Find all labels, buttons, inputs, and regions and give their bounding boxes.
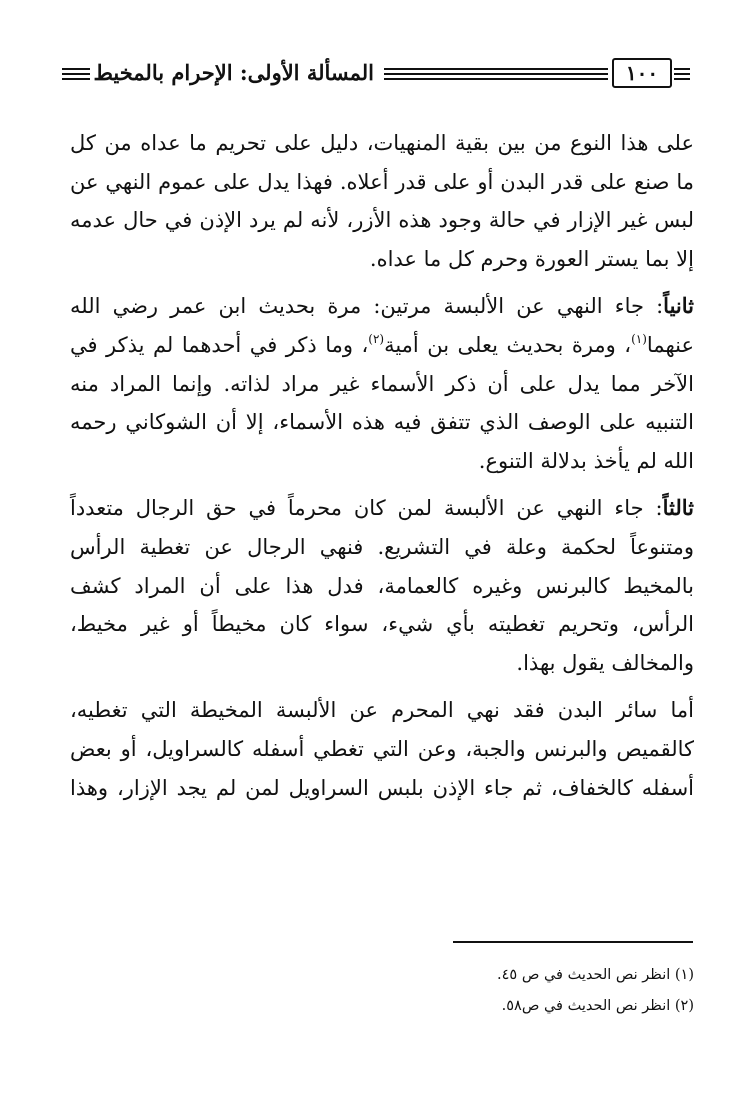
footnote: (١) انظر نص الحديث في ص ٤٥.: [497, 967, 694, 983]
running-header: [62, 58, 690, 90]
paragraph-text: على هذا النوع من بين بقية المنهيات، دليل على تحريم ما عداه من كل ما صنع على قدر البدن أو على قدر أعلاه. فهذا يدل على عموم النهي عن لبس غير الإزار في حالة وجود هذه الأزر، لأنه لم يرد الإذن في حال عدمه إلا بما يستر العورة وحرم كل ما عداه.: [70, 131, 694, 271]
paragraph-text: ، ومرة بحديث يعلى بن أمية: [384, 332, 632, 357]
paragraph: [70, 691, 694, 807]
paragraph-text: ، وما ذكر في أحدهما لم يذكر في الآخر مما يدل على أن ذكر الأسماء غير مراد لذاته. وإنما المراد منه التنبيه على الوصف الذي تتفق فيه هذه الأسماء، إلا أن الشوكاني رحمه الله لم يأخذ بدلالة التنوع.: [70, 332, 694, 473]
paragraph-text: : جاء النهي عن الألبسة لمن كان محرماً في حق الرجال متعدداً ومتنوعاً لحكمة وعلة في التشريع. فنهي الرجال عن تغطية الرأس بالمخيط كالبرنس وغيره كالعمامة، فدل هذا على أن المراد كشف الرأس، وتحريم تغطيته بأي شيء، سواء كان مخيطاً أو غير مخيط، والمخالف يقول بهذا.: [70, 496, 694, 675]
paragraph: [70, 124, 694, 278]
footnote-separator: [453, 941, 693, 943]
paragraph-text: : جاء النهي عن الألبسة مرتين: مرة بحديث ابن عمر رضي الله عنهما: [70, 294, 694, 357]
footnote-reference[interactable]: (٢): [368, 331, 385, 346]
running-title: المسألة الأولى: الإحرام بالمخيط: [93, 60, 374, 85]
paragraph-lead: ثانياً: [663, 293, 694, 319]
footnote-reference[interactable]: (١): [631, 331, 647, 346]
paragraph-text: أما سائر البدن فقد نهي المحرم عن الألبسة المخيطة التي تغطيه، كالقميص والبرنس والجبة، وعن التي تغطي أسفله كالسراويل، أو بعض أسفله كالخفاف، ثم جاء الإذن بلبس السراويل لمن لم يجد الإزار، وهذا: [70, 698, 694, 800]
footnote: (٢) انظر نص الحديث في ص٥٨.: [501, 998, 694, 1014]
footnotes: [200, 960, 694, 1022]
paragraph: [70, 287, 694, 480]
page-number: ١٠٠: [612, 58, 672, 88]
header-rule-middle: [384, 68, 608, 80]
header-ornament-right: [674, 68, 690, 80]
paragraph-lead: ثالثاً: [662, 495, 694, 521]
page-body: [70, 124, 694, 807]
paragraph: [70, 489, 694, 682]
header-ornament-left: [62, 68, 90, 80]
